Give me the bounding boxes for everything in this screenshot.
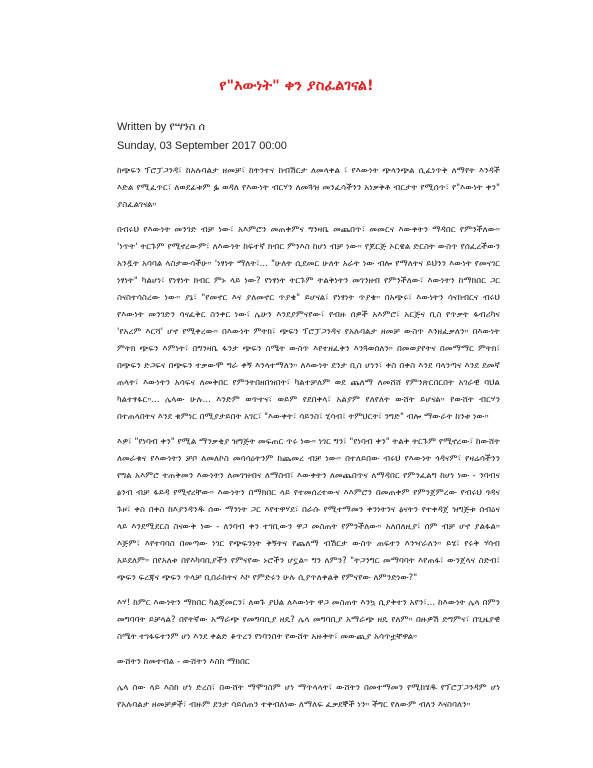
author-line: Written by የሣንስ ሰ: [117, 121, 205, 133]
body-paragraph: እሃ! ከምር እውነትን ማክበር ካልጀመርን፣ ለወጉ ያህል ለእውነት ዋጋ መስጠት እንኳ ሲያቅተን አየን፣... ከእውነት ሌላ በምን መግባባት ይቻላል? በየትኛው አማራጭ የመግባቢያ ዘዴ? ሌላ መግባቢያ አማራጭ ዘዴ የለም። በዙዎሽ ድግምና፣ በጊዜያዊ ስሜት ተገፋፍተንም ሆነ እንደ ቀልድ ቆጥረን የነባንበት የውሸት አዙቅት፣ መውጪያ አሳጥቷቸዋል።: [117, 598, 500, 642]
body-paragraph: ሌላ ሰው ላይ እስከ ሆነ ድረስ፣ በውሸት ማሞገስም ሆነ ማጥላላት፣ ውሸትን በመተማመን የሚከሄዱ የፕሮፓጋንዳም ሆነ የአሉባልታ ዘመቻዎች፣ ብዙም ደንታ ሳይሰጠን ተቀብለነው ለማለፍ ፈቃደኞች ነን። ችግር የለውም ብለን እናስባለን።: [117, 683, 500, 710]
article-title: የ"እውነት" ቀን ያስፈልገናል!: [219, 78, 374, 94]
body-paragraph: በብሩህ የእውነት መንገድ ብቻ ነው፣ አእምሮን መጠቀምና ግንዛቤ መጨበጥ፣ መመርና እውቀትን ማዳበር የምንችለው። 'ነጥት' ትርጉም የሚኖረውም፣ ለእውነት ከፍተኛ ክብር ምንእስ ከሆነ ብቻ ነው። የጆርጅ ኦርዌል ድርስት ውስጥ የሰፈረችውን አንዷት አባባል ላስታውሳችሁ። 'ነፃነት ማለት፣... "ሁለት ሲደመር ሁለት አራት ነው ብሎ የማለትና ይህንን እውነት የመናገር ነፃነት" ካልሆነ፣ የነፃነት ክብር ምኑ ላይ ነው? የነፃነት ትርጉም ትልቅነትን መገንዘብ የምንችለው፣ እውነትን ከማክበር ጋር ስናስተሳስረው ነው። ያኔ፣ "የመኖር እና ያለመኖር ጥያቄ" ይሆናል፣ የነፃነት ጥያቄ። በአጭሩ፣ እውነትን ሳናከብርና ብሩህ የእውነት መንገድን ሳናፈቅር ስንቀር ነው፣ ሌሁን እንደያምናየው፣ የብዙ ሰዎች አእምሮ፣ አርጅና ቢስ የጥቃት ፋብሪካና 'የአረም እርሻ' ሆኖ የሚቀረው። በእውነት ምትክ፣ ጭፍን ፕሮፓጋንዳና የአሉባልታ ዘመቻ ውስጥ እንዘፈቃለን። በእውነት ምትክ ጭፍን እምነት፣ በግንዛቤ ፋንታ ጭፍን ስሜት ውስጥ እየተዘፈቅን እንጓወሰለን። በመወያየትና በመማማር ምትክ፣ በጭፍን ድጋፍና በጭፍን ተቃውሞ ግራ ቀኝ እንላተማለን። ለእውነት ደንታ ቢስ ሆነን፣ ቀስ በቀስ እንደ ባላንጣና እንደ ደመኛ ጠላት፣ እውነትን አሳፍና ለመቅበር የምንትበዘበዝበት፣ ካልተቻለም ወደ ጨለማ ለመሸሸ የምንጽርበርበት አገራዊ ባህል ካልተፃፋር።... ሌላው ሁሉ... እንድም ወጥተና፣ ወይም የደበቀላ፣ አልያም የለየለት ውሸት ይሆናል። የውሸት ብርሃን በተጠላበትና እንደ ቁምነር በሚያታይበት አገር፣ "እውቀት፣ ሳይንስ፣ ሂሳብ፣ ትምህርት፣ ንግድ" ብሎ ማውራት ከንቱ ነው።: [117, 225, 500, 422]
section-heading: ውሸትን ከመተብል - ውሸትን እስከ ማክበር: [117, 657, 250, 667]
body-paragraph: እዎ፣ "የነባብ ቀን" የሚል ማንቃቂያ ዝግጅት መፍጠር ጥሩ ነው። ነገር ግን፣ "የነባብ ቀን" ትልቅ ትርጉም የሚኖረው፣ ከውሸት ለመራቁና የእውነትን ቻቦ ለመለኮስ መሳሳዕትንም ከጨመረ ብቻ ነው። በተለይበው ብሩህ የእውነት ጎዳናም፣ የዛሬሳችንን የግል አእምሮ ተጠቅመን እውነትን ለመገዝብና ለማስብ፣ እውቀትን ለመጨበጥና ለማዳበር የምንፈልግ ከሆነ ነው - ንባብና ፅንብ ብቻ ፋይዳ የሚኖረቸው። እውነትን በማክበር ላይ የተመሰረተውና እእምሮን በመጠቀም የምንጀምረው የብሩህ ጎዳና ጉዞ፣ ቀስ በቀስ ከእያንዳንዱ ሰው ማንነት ጋር እየተዋሃደ፣ በራሱ የሚተማመን ቀንነትንና ፅናትን የተቀዳጀ ዝግጅቱ ሰብዕና ላይ እንደሚደርስ ስናውቅ ነው - ለንባብ ቀን ተገቢውን ዋጋ መስጠት የምንችለው። አለበለዚያ፣ ሰም ብቻ ሆኖ ያልፋል። እጅም፣ እየተባባስ በመጣው ነገር የጭፍንነት ቅኝትና የጨለማ ብሽርታ ውስጥ ጠፍተን እንዣራለን። ይሄ፣ የሩቅ ሃሳብ አይደለም። በየአለቱ በየእካባቢያችን የምናየው ኑሮችን ሆኗል። ግን ለምን? "ትጋንግር መማባባት እየጠፋ፣ ውንጀላና ስድብ፣ ጭፍን ፍረጃና ጭፍን ጥላቻ ቢበራከትና እኮ የምድሩን ሁሉ ሲያጥለቀልቅ የምናየው ለምንድነው?": [117, 437, 500, 583]
article-body: [117, 163, 500, 722]
body-paragraph: ከጭፍን ፕሮፓጋንዳ፣ ከአሉባልታ ዘመቻ፣ ከትንተና ከብሽርታ ለመላቀል ፣ የእውነት ጭላንጭል ሲፈነጥቅ ለማየት እንዳች እድል የሚፈጥር፣ ለወደፊቱም ፏ ወዳለ የእውነት ብርሃን ለመጓዝ መንፈሳችንን አነቃቅቶ ብርታት የሚሰጥ፣ የ"እውነት ቀን" ያስፈልገናል።: [117, 166, 500, 210]
date-line: Sunday, 03 September 2017 00:00: [117, 140, 287, 152]
